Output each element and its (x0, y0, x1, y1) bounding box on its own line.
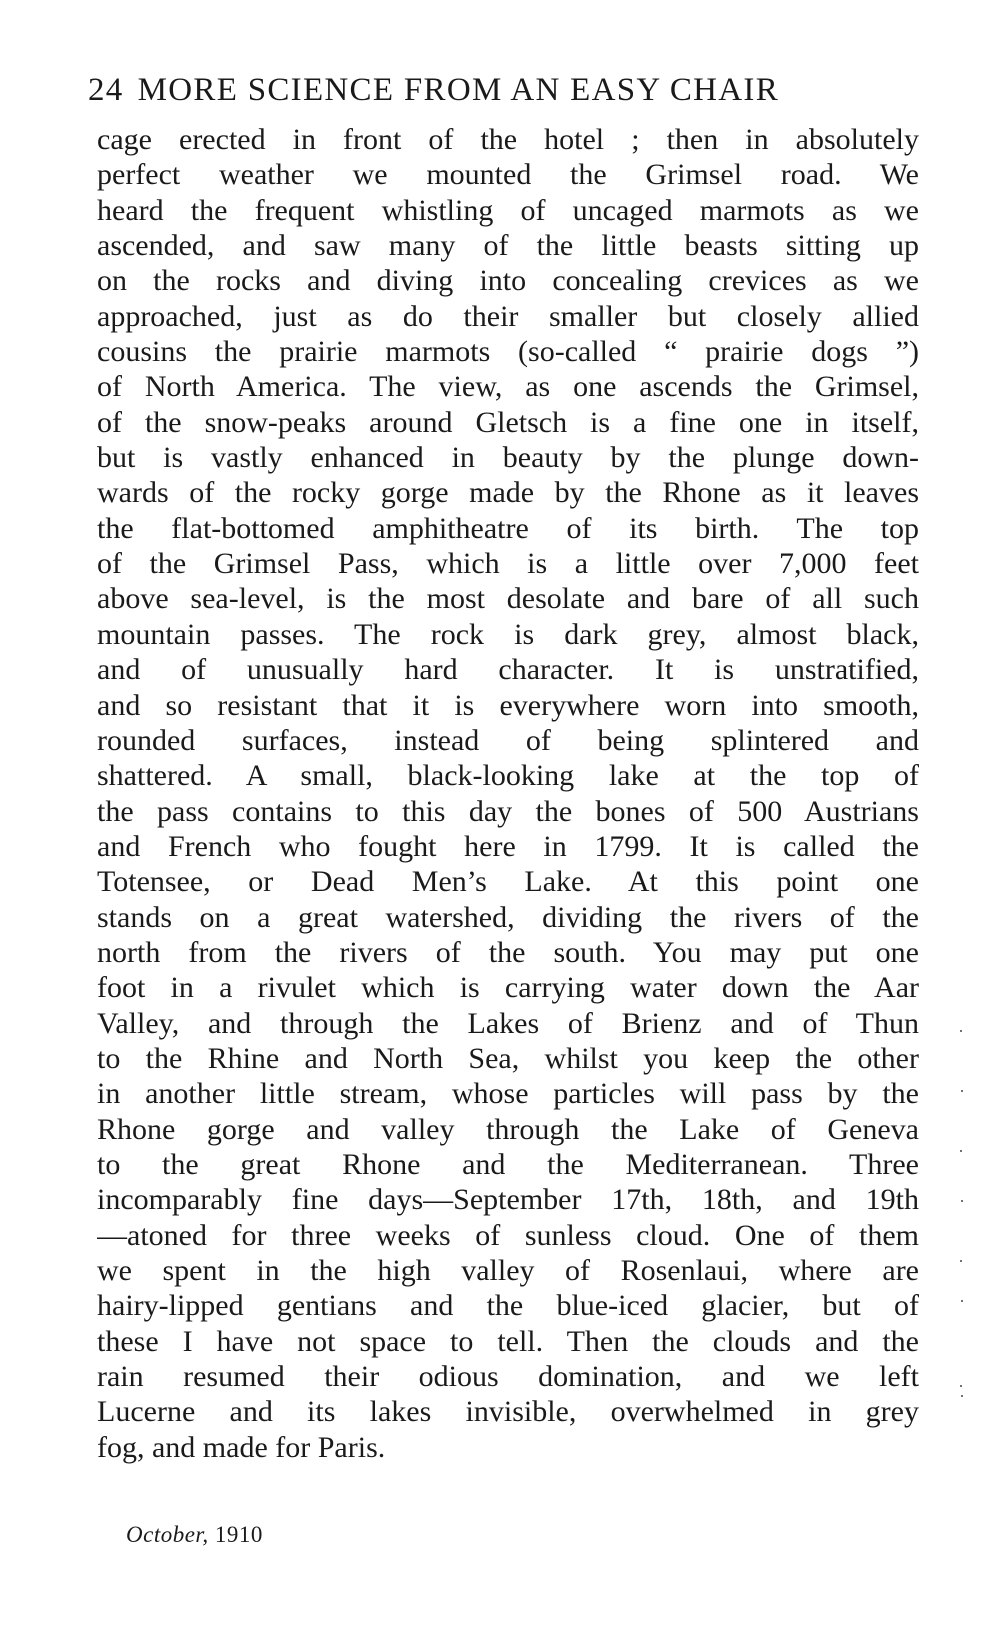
running-title: MORE SCIENCE FROM AN EASY CHAIR (137, 72, 780, 108)
dateline (126, 1520, 263, 1550)
text-line: heard the frequent whistling of uncaged marmots as we (97, 193, 919, 227)
text-line: Valley, and through the Lakes of Brienz and of Thun (97, 1006, 919, 1040)
running-head (88, 70, 923, 110)
text-line: rain resumed their odious domination, and we left (97, 1360, 919, 1394)
speck (960, 1260, 962, 1262)
text-line: Lucerne and its lakes invisible, overwhelmed in grey (97, 1395, 919, 1429)
text-line: on the rocks and diving into concealing crevices as we (97, 264, 919, 298)
text-line: but is vastly enhanced in beauty by the plunge down- (97, 441, 919, 475)
text-line: these I have not space to tell. Then the clouds and the (97, 1324, 919, 1358)
text-line: of the snow-peaks around Gletsch is a fine one in itself, (97, 405, 919, 439)
text-line: Totensee, or Dead Men’s Lake. At this point one (97, 865, 919, 899)
text-line: approached, just as do their smaller but closely allied (97, 299, 919, 333)
text-line: hairy-lipped gentians and the blue-iced glacier, but of (97, 1289, 919, 1323)
text-line: wards of the rocky gorge made by the Rhone as it leaves (97, 476, 919, 510)
text-line-last: fog, and made for Paris. (97, 1430, 386, 1464)
text-line: and so resistant that it is everywhere worn into smooth, (97, 688, 919, 722)
body-text (97, 122, 919, 1465)
text-line: the flat-bottomed amphitheatre of its birth. The top (97, 511, 919, 545)
page-number: 24 (88, 72, 124, 108)
text-line: Rhone gorge and valley through the Lake of Geneva (97, 1112, 919, 1146)
text-line: to the Rhine and North Sea, whilst you keep the other (97, 1041, 919, 1075)
dateline-year: 1910 (214, 1522, 263, 1547)
text-line: north from the rivers of the south. You may put one (97, 935, 919, 969)
text-line: of the Grimsel Pass, which is a little over 7,000 feet (97, 547, 919, 581)
text-line: shattered. A small, black-looking lake at the top of (97, 759, 919, 793)
text-line: of North America. The view, as one ascends the Grimsel, (97, 370, 919, 404)
speck (960, 1030, 962, 1032)
text-line: cage erected in front of the hotel ; then in absolutely (97, 123, 919, 156)
text-line: ascended, and saw many of the little beasts sitting up (97, 229, 919, 263)
text-line: rounded surfaces, instead of being splintered and (97, 723, 919, 757)
text-line: in another little stream, whose particles will pass by the (97, 1077, 919, 1111)
text-line: and of unusually hard character. It is unstratified, (97, 653, 919, 687)
text-line: foot in a rivulet which is carrying water down the Aar (97, 971, 919, 1005)
speck (961, 1090, 963, 1092)
speck (961, 1300, 963, 1302)
text-line: we spent in the high valley of Rosenlaui, where are (97, 1254, 919, 1287)
text-line: cousins the prairie marmots (so-called “ prairie dogs ”) (97, 335, 919, 369)
text-line: to the great Rhone and the Mediterranean. Three (97, 1147, 919, 1181)
dateline-month: October, (126, 1522, 209, 1547)
speck (961, 1200, 963, 1202)
speck (961, 1395, 963, 1397)
margin-specks (950, 0, 970, 1640)
text-line: mountain passes. The rock is dark grey, almost black, (97, 617, 919, 651)
speck (960, 1385, 962, 1387)
text-line: incomparably fine days—September 17th, 18th, and 19th (97, 1183, 919, 1217)
text-line: the pass contains to this day the bones of 500 Austrians (97, 794, 919, 828)
text-line: —atoned for three weeks of sunless cloud. One of them (97, 1218, 919, 1252)
text-line: and French who fought here in 1799. It is called the (97, 829, 919, 863)
text-line: above sea-level, is the most desolate and bare of all such (97, 582, 919, 616)
text-line: stands on a great watershed, dividing the rivers of the (97, 900, 919, 934)
speck (960, 1150, 962, 1152)
text-line: perfect weather we mounted the Grimsel road. We (97, 158, 919, 192)
